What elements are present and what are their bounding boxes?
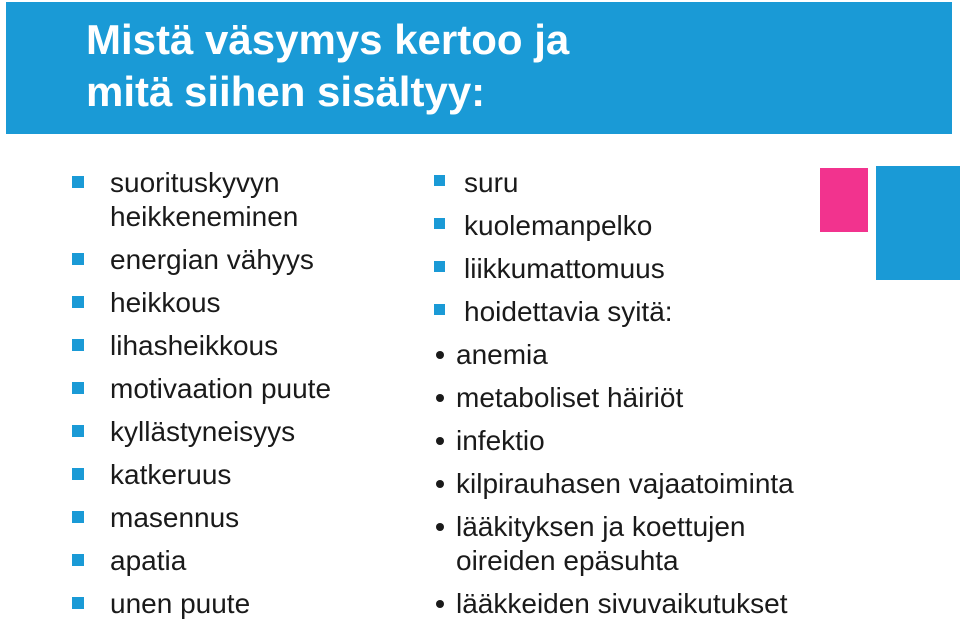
square-bullet-icon (72, 425, 84, 437)
title-bar (6, 2, 952, 134)
list-item (72, 329, 402, 363)
list-item-text: apatia (110, 545, 187, 576)
list-item-text: kuolemanpelko (464, 210, 653, 241)
list-item-text: heikkeneminen (110, 201, 299, 232)
round-bullet-icon (436, 351, 444, 359)
square-bullet-icon (434, 218, 445, 229)
list-item-text: hoidettavia syitä: (464, 296, 673, 327)
list-item-text: unen puute (110, 588, 251, 619)
square-bullet-icon (434, 304, 445, 315)
round-bullet-icon (436, 437, 444, 445)
slide-title-line-2: mitä siihen sisältyy: (86, 68, 486, 115)
square-bullet-icon (72, 382, 84, 394)
list-item-text: katkeruus (110, 459, 232, 490)
list-item-text: energian vähyys (110, 244, 314, 275)
right-bullet-list (434, 166, 874, 630)
list-item-text: heikkous (110, 287, 221, 318)
square-bullet-icon (72, 511, 84, 523)
list-item (72, 587, 402, 621)
list-item-text: lihasheikkous (110, 330, 279, 361)
sub-list-item (434, 381, 874, 415)
list-item (72, 372, 402, 406)
list-item (434, 209, 874, 243)
square-bullet-icon (72, 253, 84, 265)
sub-list-item (434, 467, 874, 501)
list-item-text: lääkkeiden sivuvaikutukset (456, 588, 788, 619)
slide-title (86, 14, 569, 118)
sub-list-item (434, 587, 874, 621)
round-bullet-icon (436, 600, 444, 608)
list-item (72, 166, 402, 234)
list-item-text: kyllästyneisyys (110, 416, 296, 447)
list-item-text: infektio (456, 425, 545, 456)
square-bullet-icon (72, 468, 84, 480)
list-item (72, 415, 402, 449)
slide-title-line-1: Mistä väsymys kertoo ja (86, 16, 570, 63)
list-item-text: kilpirauhasen vajaatoiminta (456, 468, 794, 499)
list-item-text: anemia (456, 339, 548, 370)
list-item (72, 544, 402, 578)
decorative-blue-square (876, 166, 960, 280)
square-bullet-icon (72, 339, 84, 351)
round-bullet-icon (436, 394, 444, 402)
square-bullet-icon (72, 554, 84, 566)
list-item-text: suru (464, 167, 519, 198)
list-item-text: masennus (110, 502, 240, 533)
list-item (72, 243, 402, 277)
sub-list-item (434, 338, 874, 372)
list-item (72, 458, 402, 492)
round-bullet-icon (436, 523, 444, 531)
list-item-text: lääkityksen ja koettujen (456, 511, 746, 542)
list-item (434, 295, 874, 329)
sub-list-item (434, 424, 874, 458)
square-bullet-icon (72, 296, 84, 308)
list-item-text: liikkumattomuus (464, 253, 665, 284)
square-bullet-icon (72, 176, 84, 188)
sub-list-item (434, 510, 874, 578)
square-bullet-icon (434, 261, 445, 272)
square-bullet-icon (434, 175, 445, 186)
round-bullet-icon (436, 480, 444, 488)
square-bullet-icon (72, 597, 84, 609)
list-item (434, 166, 874, 200)
list-item-text: oireiden epäsuhta (456, 545, 679, 576)
list-item-text: metaboliset häiriöt (456, 382, 684, 413)
list-item (72, 501, 402, 535)
list-item (434, 252, 874, 286)
list-item (72, 286, 402, 320)
list-item-text: motivaation puute (110, 373, 332, 404)
left-bullet-list (72, 166, 402, 630)
list-item-text: suorituskyvyn (110, 167, 280, 198)
